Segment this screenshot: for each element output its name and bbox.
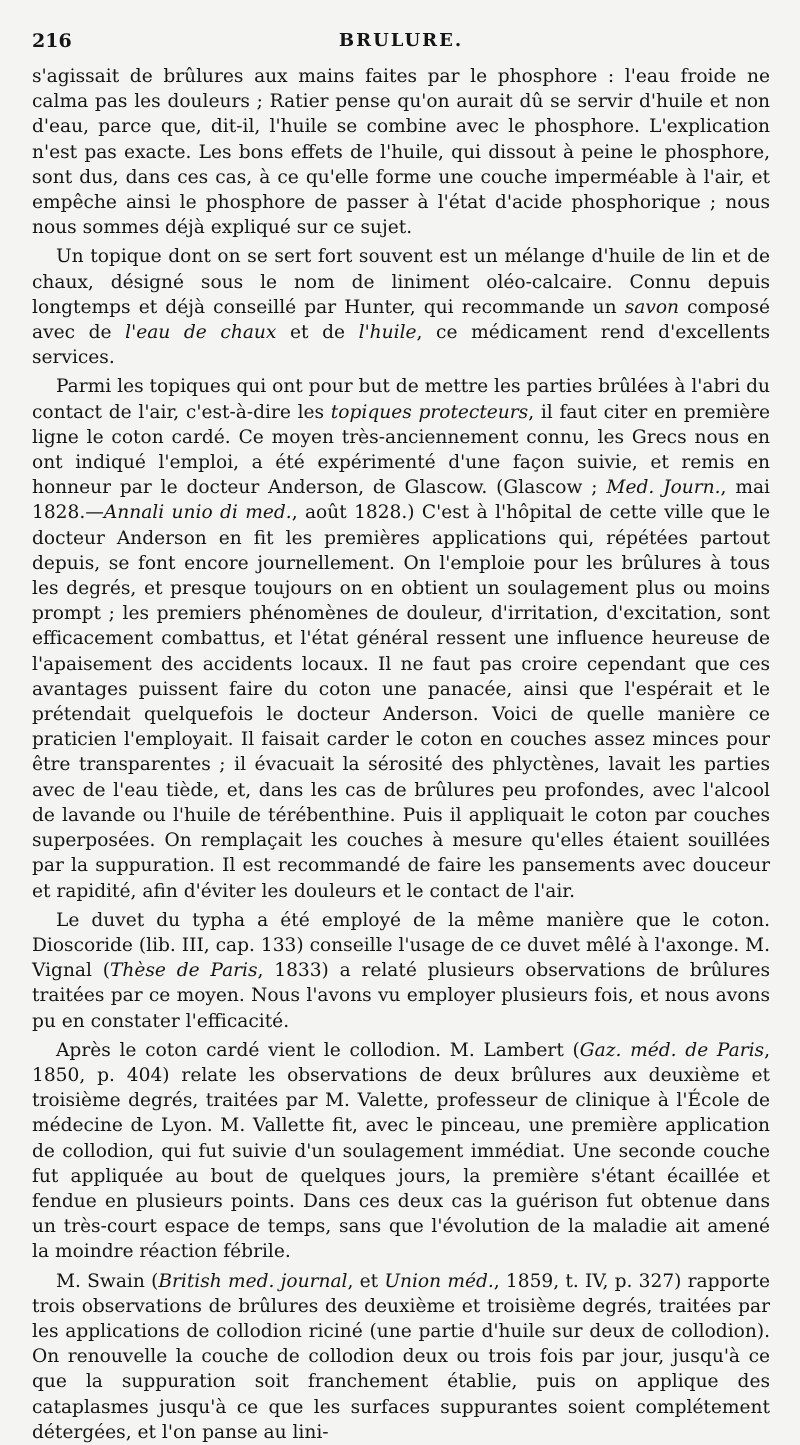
text-run: et de <box>276 322 359 344</box>
text-run: , 1833) a relaté plusieurs observations de brûlures traitées par ce moyen. Nous l'avons vu employer plusieurs fois, et nous avons pu en constater l'efficacité. <box>32 960 770 1032</box>
italic-text: topiques protecteurs <box>330 401 529 423</box>
text-run: , 1859, t. IV, p. 327) rapporte trois observations de brûlures des deuxième et troisième degrés, traitées par les applications de collodion riciné (une partie d'huile sur deux de collodion). On renouvelle la couche de collodion deux ou trois fois par jour, jusqu'à ce que la suppuration soit franchement établie, puis on applique des cataplasmes jusqu'à ce que les surfaces suppurantes soient complétement détergées, et l'on panse au lini- <box>32 1270 770 1443</box>
text-run: s'agissait de brûlures aux mains faites par le phosphore : l'eau froide ne calma pas les douleurs ; Ratier pense qu'on aurait dû se servir d'huile et non d'eau, parce que, dit-il, l'huile se combine avec le phosphore. L'explication n'est pas exacte. Les bons effets de l'huile, qui dissout à peine le phosphore, sont dus, dans ces cas, à ce qu'elle forme une couche imperméable à l'air, et empêche ainsi le phosphore de passer à l'état d'acide phosphorique ; nous nous sommes déjà expliqué sur ce sujet. <box>32 66 770 239</box>
italic-text: Union méd. <box>384 1270 494 1292</box>
italic-text: savon <box>624 296 679 318</box>
italic-text: Annali unio di med. <box>103 502 292 524</box>
paragraph <box>32 1269 770 1445</box>
paragraph <box>32 374 770 903</box>
running-head <box>32 30 770 60</box>
text-run: Un topique dont on se sert fort souvent est un mélange d'huile de lin et de chaux, désigné sous le nom de liniment oléo-calcaire. Connu depuis longtemps et déjà conseillé par Hunter, qui recommande un <box>32 246 770 318</box>
paragraph <box>32 908 770 1034</box>
running-title: BRULURE. <box>338 30 464 51</box>
italic-text: Thèse de Paris <box>110 960 258 982</box>
text-run: composé avec de <box>32 296 771 344</box>
paragraph <box>32 244 770 370</box>
text-run: , il faut citer en première ligne le coton cardé. Ce moyen très-anciennement connu, les Grecs nous en ont indiqué l'emploi, a été expérimenté d'une façon suivie, et remis en honneur par le docteur Anderson, de Glascow. (Glascow ; <box>32 401 770 499</box>
text-run: , ce médicament rend d'excellents services. <box>32 322 770 369</box>
text-run: , et <box>347 1270 385 1292</box>
italic-text: British med. journal <box>158 1270 348 1292</box>
italic-text: Med. Journ. <box>606 477 721 499</box>
body-text <box>32 64 770 1445</box>
text-run: Après le coton cardé vient le collodion. M. Lambert ( <box>56 1039 580 1061</box>
text-run: M. Swain ( <box>56 1270 159 1292</box>
paragraph <box>32 64 770 240</box>
text-run: , mai 1828.— <box>32 477 770 524</box>
paragraph <box>32 1038 770 1265</box>
italic-text: Gaz. méd. de Paris <box>579 1039 765 1061</box>
page-number: 216 <box>32 30 72 52</box>
italic-text: l'eau de chaux <box>125 322 277 344</box>
italic-text: l'huile <box>358 322 417 344</box>
text-run: , 1850, p. 404) relate les observations de deux brûlures aux deuxième et troisième degrés, traitées par M. Valette, professeur de clinique à l'École de médecine de Lyon. M. Vallette fit, avec le pinceau, une première application de collodion, qui fut suivie d'un soulagement immédiat. Une seconde couche fut appliquée au bout de quelques jours, la première s'étant écaillée et fendue en plusieurs points. Dans ces deux cas la guérison fut obtenue dans un très-court espace de temps, sans que l'évolution de la maladie ait amené la moindre réaction fébrile. <box>32 1039 770 1263</box>
text-run: Parmi les topiques qui ont pour but de mettre les parties brûlées à l'abri du contact de l'air, c'est-à-dire les <box>32 376 770 423</box>
text-run: Le duvet du typha a été employé de la même manière que le coton. Dioscoride (lib. III, cap. 133) conseille l'usage de ce duvet mêlé à l'axonge. M. Vignal ( <box>32 909 770 982</box>
text-run: , août 1828.) C'est à l'hôpital de cette ville que le docteur Anderson en fit les premières applications qui, répétées partout depuis, se font encore journellement. On l'emploie pour les brûlures à tous les degrés, et presque toujours on en obtient un soulagement plus ou moins prompt ; les premiers phénomènes de douleur, d'irritation, d'excitation, sont efficacement combattus, et l'état général ressent une influence heureuse de l'apaisement des accidents locaux. Il ne faut pas croire cependant que ces avantages puissent faire du coton une panacée, ainsi que l'espérait et le prétendait quelquefois le docteur Anderson. Voici de quelle manière ce praticien l'employait. Il faisait carder le coton en couches assez minces pour être transparentes ; il évacuait la sérosité des phlyctènes, lavait les parties avec de l'eau tiède, et, dans les cas de brûlures peu profondes, avec l'alcool de lavande ou l'huile de térébenthine. Puis il appliquait le coton par couches superposées. On remplaçait les couches à mesure qu'elles étaient souillées par la suppuration. Il est recommandé de faire les pansements avec douceur et rapidité, afin d'éviter les douleurs et le contact de l'air. <box>32 502 770 902</box>
